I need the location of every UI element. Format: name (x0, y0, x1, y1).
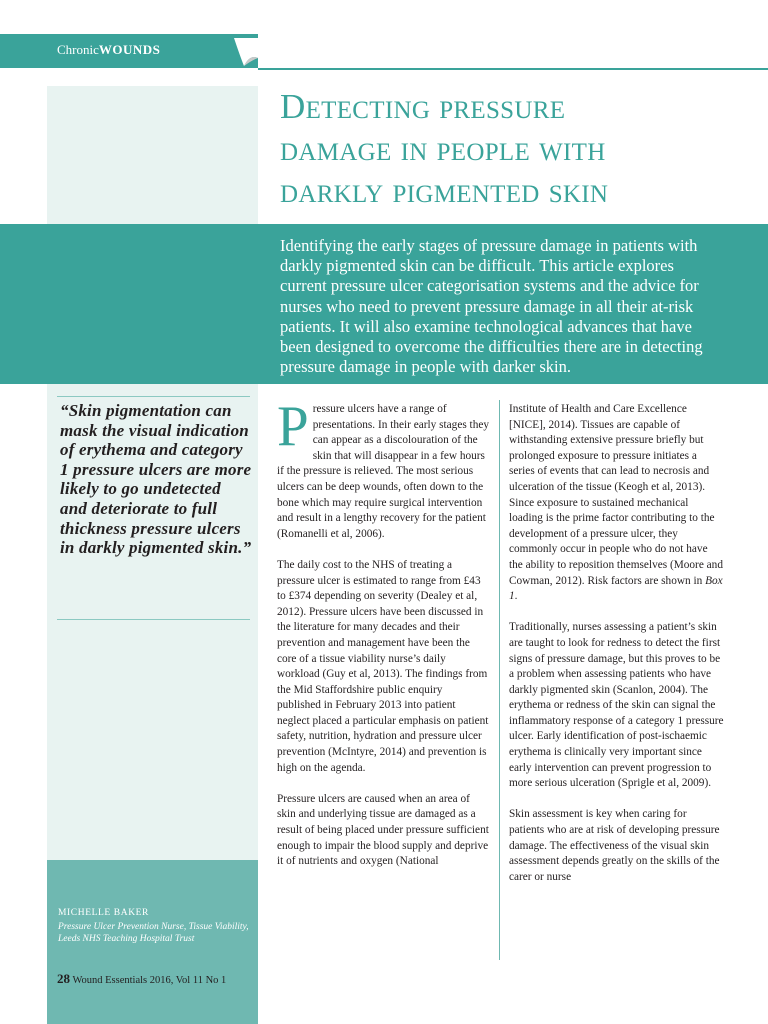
title-line-3: darkly pigmented skin (280, 171, 609, 210)
paragraph-end: . (514, 590, 518, 603)
author-name: MICHELLE BAKER (58, 908, 149, 918)
article-title (280, 86, 750, 212)
header-rule (258, 68, 768, 70)
paragraph: The daily cost to the NHS of treating a pressure ulcer is estimated to range from £43 to £374 depending on severity (Dealey et al, 2012). Pressure ulcers have been discussed in the literature for many decades and their prevention and management have been the core of a tissue viability nurse’s daily workload (Guy et al, 2013). The findings from the Mid Staffordshire public enquiry published in February 2013 into patient neglect placed a particular emphasis on patient safety, nutrition, hydration and pressure ulcer prevention (McIntyre, 2014) and prevention is high on the agenda. (277, 558, 489, 774)
quote-rule-bottom (57, 619, 250, 620)
pull-quote: “Skin pigmentation can mask the visual indication of erythema and category 1 pressure ulcers are more likely to go undetected and deteriorate to full thickness pressure ulcers in darkly pigmented skin.” (60, 401, 252, 558)
paragraph-text: ressure ulcers have a range of presentations. In their early stages they can appear as a discolouration of the skin that will disappear in a few hours if the pressure is relieved. The most serious ulcers can be deep wounds, often down to the bone which may require surgical intervention and result in a lengthy recovery for the patient (Romanelli et al, 2006). (277, 403, 490, 540)
page-footer (57, 971, 226, 987)
section-prefix: Chronic (57, 42, 99, 57)
body-column-2 (509, 402, 724, 901)
paragraph: Skin assessment is key when caring for patients who are at risk of developing pressure damage. The effectiveness of the visual skin assessment depends greatly on the skills of the carer or nurse (509, 808, 720, 883)
page-number: 28 (57, 971, 70, 986)
title-line-2: damage in people with (280, 129, 606, 168)
section-name: WOUNDS (98, 42, 161, 57)
drop-cap: P (277, 395, 309, 458)
quote-rule-top (57, 396, 250, 397)
paragraph: Traditionally, nurses assessing a patient’s skin are taught to look for redness to detect the first signs of pressure damage, but this proves to be a problem when assessing patients who have darkly pigmented skin (Scanlon, 2004). The erythema or redness of the skin can signal the inflammatory response of a category 1 pressure ulcer. Early identification of post-ischaemic erythema is clinically very important since early intervention can prevent progression to more serious ulceration (Sprigle et al, 2009). (509, 621, 724, 790)
paragraph (277, 395, 490, 542)
journal-citation: Wound Essentials 2016, Vol 11 No 1 (72, 975, 227, 986)
page-curl-icon (232, 36, 260, 70)
title-line-1: Detecting pressure (280, 87, 566, 126)
article-intro: Identifying the early stages of pressure damage in patients with darkly pigmented skin can be difficult. This article explores current pressure ulcer categorisation systems and the advice for nurses who need to prevent pressure damage in all their at-risk patients. It will also examine technological advances that have been designed to overcome the difficulties there are in detecting pressure damage in people with darker skin. (280, 236, 703, 377)
author-role: Pressure Ulcer Prevention Nurse, Tissue Viability, Leeds NHS Teaching Hospital Trust (58, 922, 249, 945)
body-column-1 (277, 395, 490, 885)
paragraph-text: Institute of Health and Care Excellence [NICE], 2014). Tissues are capable of withstanding extensive pressure briefly but prolonged exposure to pressure initiates a series of events that can lead to necrosis and ulceration of the tissue (Keogh et al, 2013). Since exposure to sustained mechanical loading is the prime factor contributing to the development of a pressure ulcer, they commonly occur in people who do not have the ability to reposition themselves (Moore and Cowman, 2012). Risk factors are shown in (509, 403, 723, 587)
column-divider (499, 400, 500, 960)
box-reference: Box 1 (509, 574, 723, 603)
paragraph: Pressure ulcers are caused when an area of skin and underlying tissue are damaged as a result of being placed under pressure sufficient enough to impair the blood supply and deprive it of nutrients and oxygen (National (277, 792, 489, 868)
section-label (57, 42, 160, 58)
paragraph (509, 402, 724, 605)
